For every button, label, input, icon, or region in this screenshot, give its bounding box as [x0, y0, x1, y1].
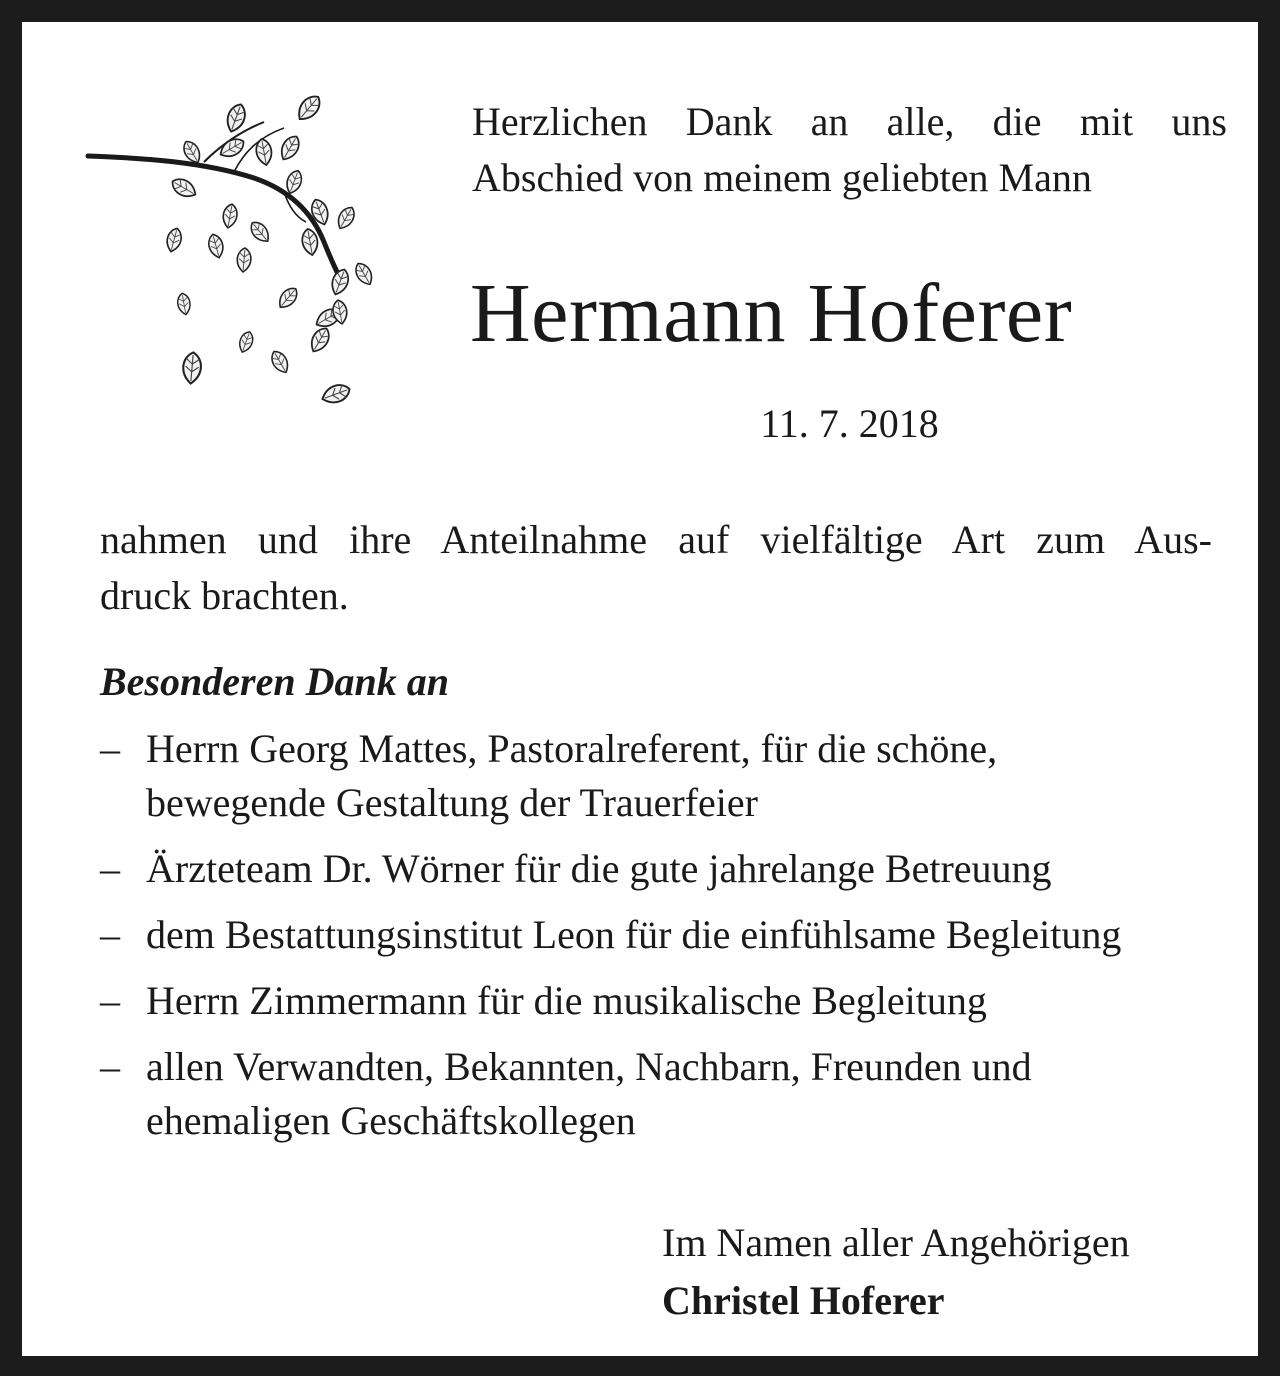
dash-bullet: –	[100, 978, 120, 1023]
list-item	[100, 842, 1240, 896]
intro-line-2: Abschied von meinem geliebten Mann	[472, 155, 1092, 200]
dash-bullet: –	[100, 726, 120, 771]
list-item-line: Ärzteteam Dr. Wörner für die gute jahrelange Betreuung	[146, 846, 1052, 891]
list-item-line: dem Bestattungsinstitut Leon für die einfühlsame Begleitung	[146, 912, 1122, 957]
signature-name: Christel Hoferer	[662, 1278, 945, 1323]
intro-line-1: Herzlichen Dank an alle, die mit uns	[472, 99, 1227, 144]
branch-with-leaves-icon	[84, 92, 384, 422]
thanks-list	[100, 722, 1240, 1160]
list-item-line: ehemaligen Geschäftskollegen	[146, 1098, 636, 1143]
body-text	[100, 512, 1212, 624]
body-line-2: druck brachten.	[100, 573, 349, 618]
death-date: 11. 7. 2018	[760, 401, 939, 446]
signoff	[662, 1214, 1130, 1330]
signoff-line: Im Namen aller Angehörigen	[662, 1220, 1130, 1265]
list-item	[100, 722, 1240, 830]
list-item-line: Herrn Zimmermann für die musikalische Begleitung	[146, 978, 987, 1023]
intro-text	[472, 94, 1227, 206]
list-item	[100, 908, 1240, 962]
list-item	[100, 974, 1240, 1028]
deceased-name: Hermann Hoferer	[470, 267, 1073, 360]
dash-bullet: –	[100, 1044, 120, 1089]
list-item-line: bewegende Gestaltung der Trauerfeier	[146, 780, 758, 825]
thanks-heading: Besonderen Dank an	[100, 659, 449, 704]
dash-bullet: –	[100, 912, 120, 957]
list-item	[100, 1040, 1240, 1148]
list-item-line: allen Verwandten, Bekannten, Nachbarn, Freunden und	[146, 1044, 1032, 1089]
dash-bullet: –	[100, 846, 120, 891]
body-line-1: nahmen und ihre Anteilnahme auf vielfältige Art zum Aus-	[100, 517, 1212, 562]
list-item-line: Herrn Georg Mattes, Pastoralreferent, für die schöne,	[146, 726, 998, 771]
